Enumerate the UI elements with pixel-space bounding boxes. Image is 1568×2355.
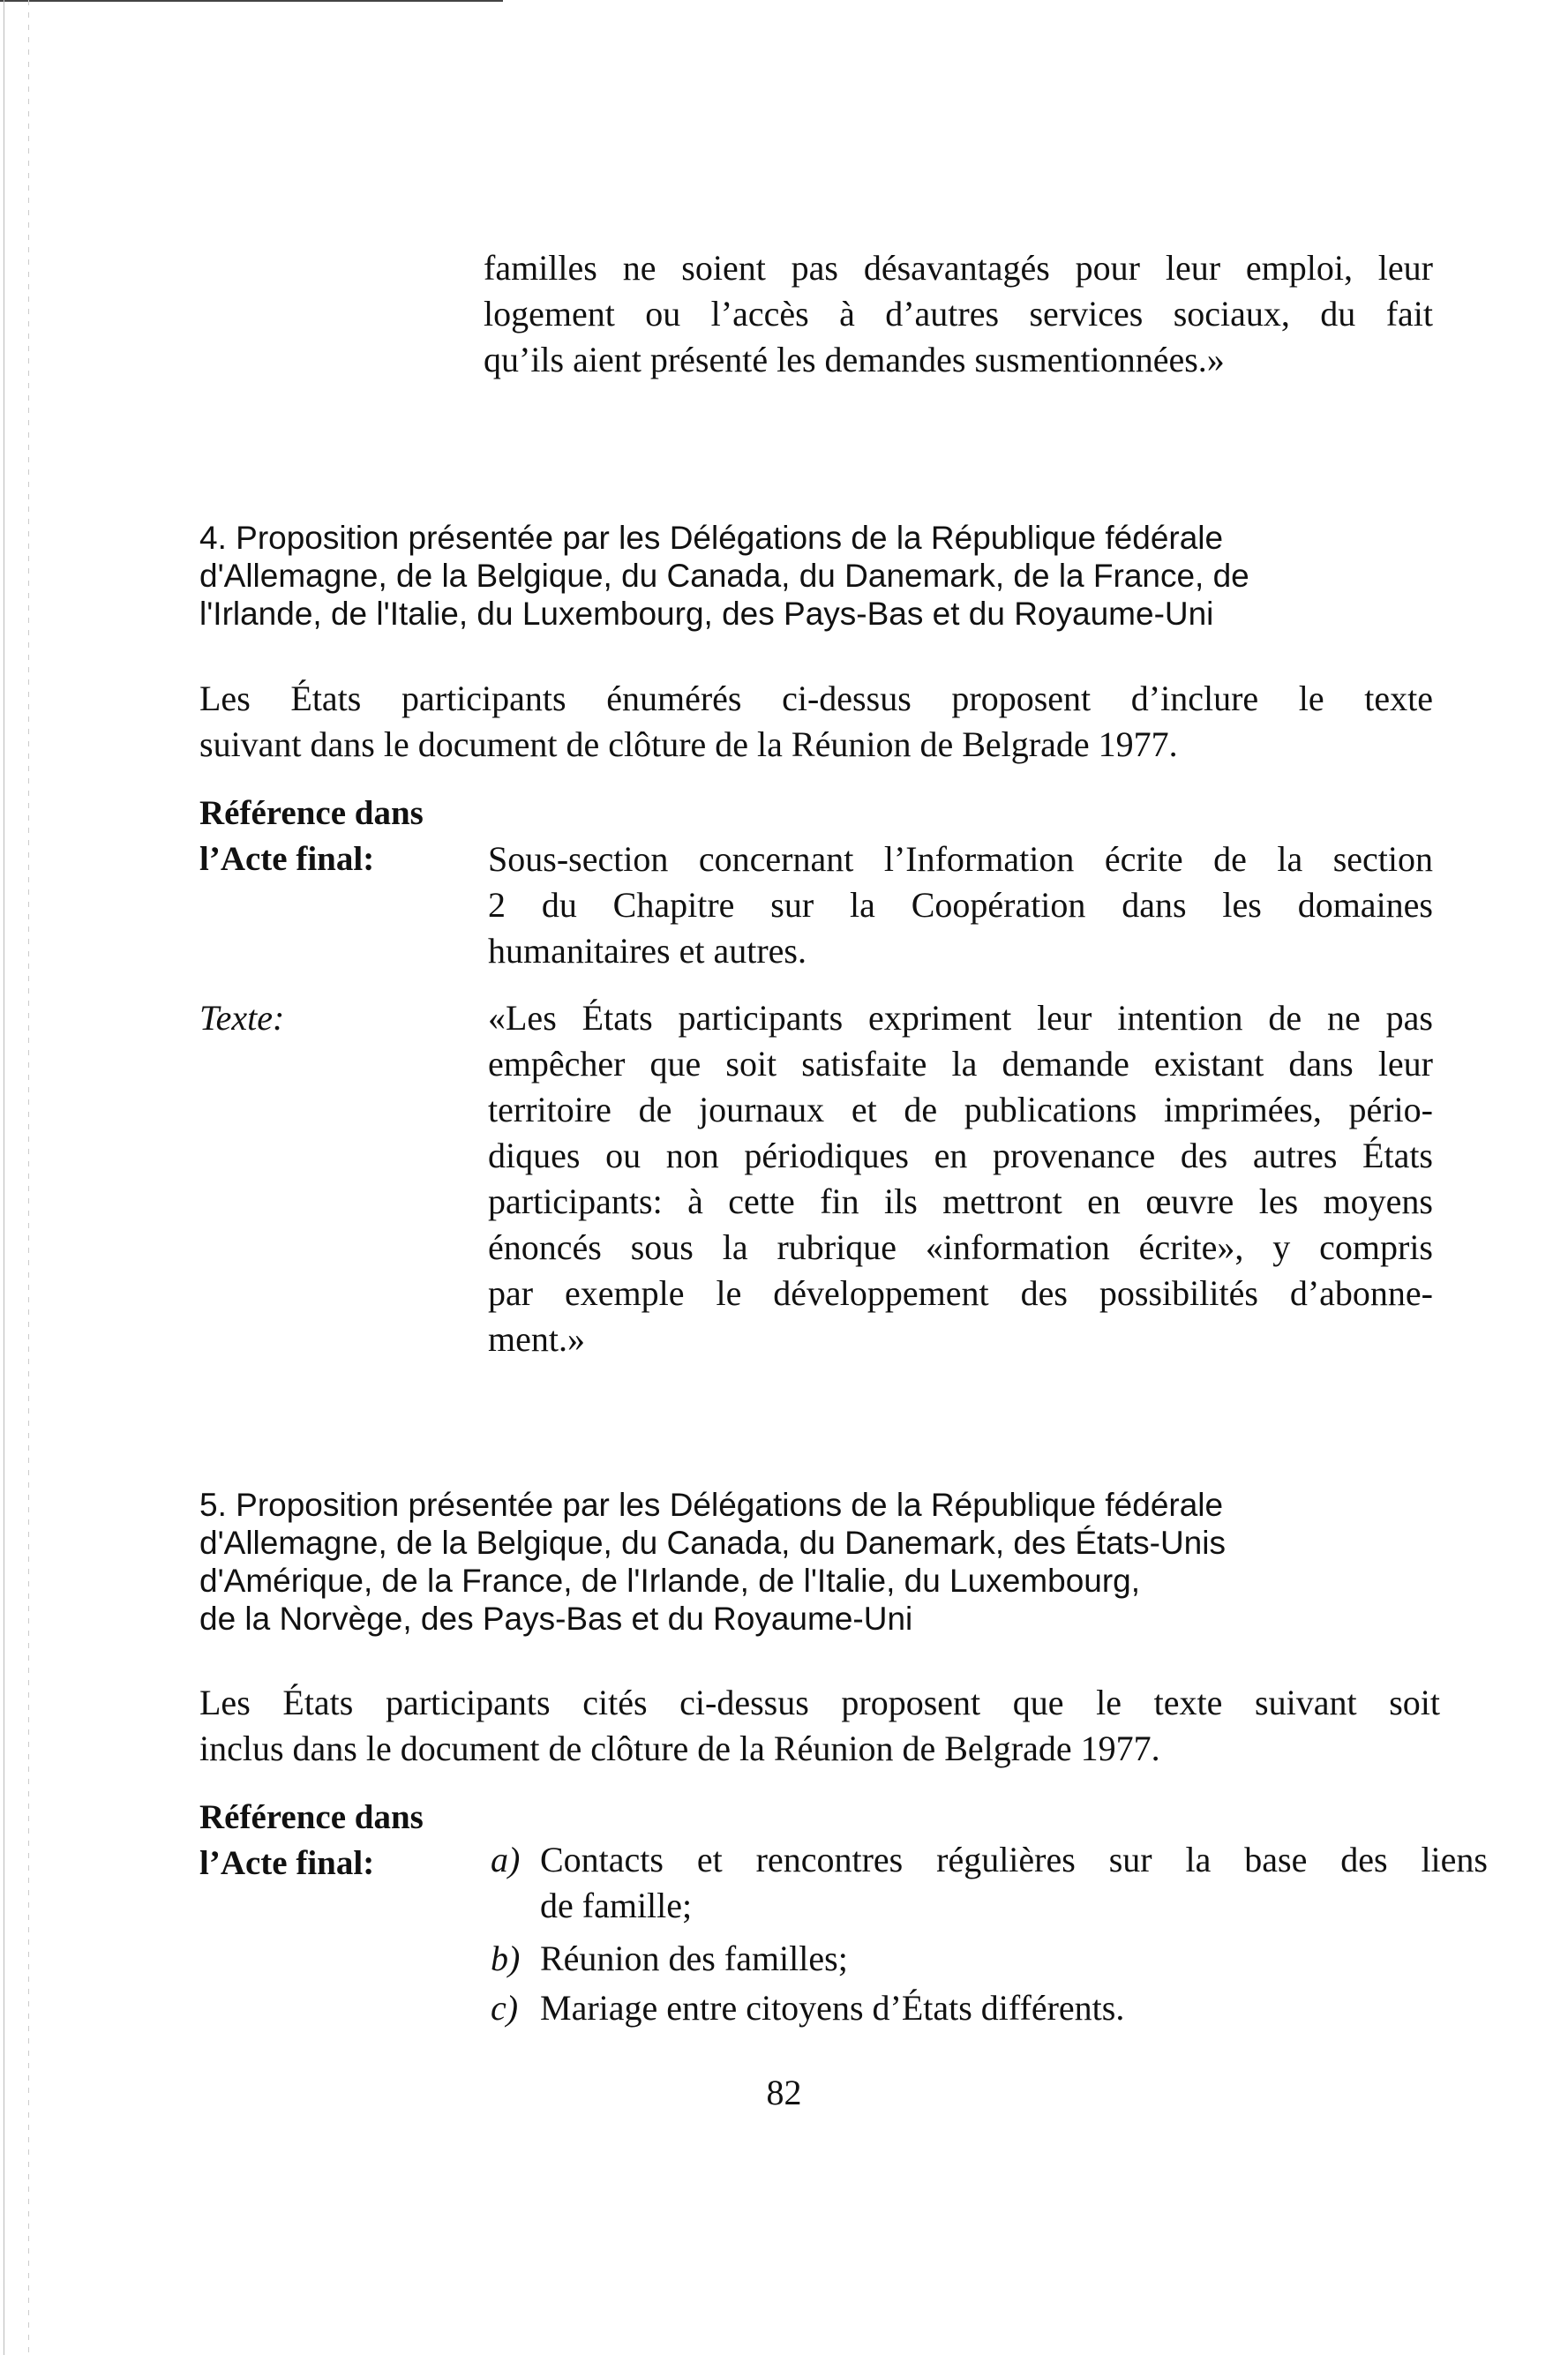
section-5-heading: [199, 1486, 1426, 1638]
section-4-intro: [199, 676, 1433, 768]
reference-label-line: Référence dans: [199, 1798, 424, 1836]
list-item: [491, 1936, 1488, 1982]
quote-line: «Les États participants expriment leur intention de ne pas: [488, 998, 1433, 1038]
list-marker: c): [491, 1988, 519, 2028]
list-item: [491, 1985, 1488, 2031]
reference-label-line: l’Acte final:: [199, 840, 375, 878]
intro-line: Les États participants cités ci-dessus proposent que le texte suivant soit: [199, 1683, 1440, 1722]
continuation-line: logement ou l’accès à d’autres services sociaux, du fait: [484, 294, 1433, 334]
heading-line: d'Allemagne, de la Belgique, du Canada, du Danemark, de la France, de: [199, 558, 1249, 594]
quote-line: énoncés sous la rubrique «information écrite», y compris: [488, 1227, 1433, 1267]
scan-edge-dotted: [28, 0, 29, 2355]
heading-line: d'Allemagne, de la Belgique, du Canada, du Danemark, des États-Unis: [199, 1525, 1226, 1561]
list-marker: b): [491, 1939, 521, 1978]
intro-line: suivant dans le document de clôture de la Réunion de Belgrade 1977.: [199, 724, 1178, 764]
text-label: Texte:: [199, 998, 285, 1038]
quote-line: par exemple le développement des possibilités d’abonne-: [488, 1273, 1433, 1313]
section-4-text-label: [199, 995, 464, 1041]
list-text-line: Contacts et rencontres régulières sur la base des liens: [540, 1840, 1488, 1879]
intro-line: Les États participants énumérés ci-dessus proposent d’inclure le texte: [199, 679, 1433, 718]
heading-line: l'Irlande, de l'Italie, du Luxembourg, des Pays-Bas et du Royaume-Uni: [199, 596, 1214, 632]
heading-line: de la Norvège, des Pays-Bas et du Royaume-Uni: [199, 1601, 913, 1637]
section-5-reference-label: [199, 1795, 482, 1886]
section-4-heading: [199, 519, 1426, 633]
list-text-line: de famille;: [540, 1886, 693, 1925]
reference-line: Sous-section concernant l’Information écrite de la section: [488, 839, 1433, 879]
quote-line: empêcher que soit satisfaite la demande existant dans leur: [488, 1044, 1433, 1084]
heading-line: d'Amérique, de la France, de l'Irlande, de l'Italie, du Luxembourg,: [199, 1563, 1141, 1599]
list-text-line: Mariage entre citoyens d’États différents.: [540, 1988, 1125, 2028]
continuation-line: qu’ils aient présenté les demandes susmentionnées.»: [484, 340, 1225, 379]
reference-line: 2 du Chapitre sur la Coopération dans les domaines: [488, 885, 1433, 925]
reference-label-line: l’Acte final:: [199, 1844, 375, 1882]
list-item: [491, 1837, 1488, 1929]
quote-line: territoire de journaux et de publications imprimées, pério-: [488, 1090, 1433, 1129]
scan-edge-top: [0, 0, 503, 2]
continuation-paragraph: [484, 245, 1433, 383]
page-number: 82: [766, 2073, 802, 2112]
quote-line: diques ou non périodiques en provenance des autres États: [488, 1136, 1433, 1175]
quote-line: ment.»: [488, 1319, 585, 1359]
reference-line: humanitaires et autres.: [488, 931, 807, 971]
heading-line: 4. Proposition présentée par les Délégations de la République fédérale: [199, 520, 1224, 556]
reference-label-line: Référence dans: [199, 794, 424, 832]
section-4-reference-label: [199, 791, 482, 882]
section-5-intro: [199, 1680, 1440, 1772]
list-text-line: Réunion des familles;: [540, 1939, 848, 1978]
list-text: [540, 1837, 1488, 1929]
intro-line: inclus dans le document de clôture de la Réunion de Belgrade 1977.: [199, 1729, 1160, 1768]
quote-line: participants: à cette fin ils mettront en œuvre les moyens: [488, 1181, 1433, 1221]
section-4-reference-text: [488, 836, 1433, 974]
section-4-quoted-text: [488, 995, 1433, 1362]
list-marker: a): [491, 1840, 521, 1879]
continuation-line: familles ne soient pas désavantagés pour leur emploi, leur: [484, 248, 1433, 288]
heading-line: 5. Proposition présentée par les Délégations de la République fédérale: [199, 1487, 1224, 1523]
